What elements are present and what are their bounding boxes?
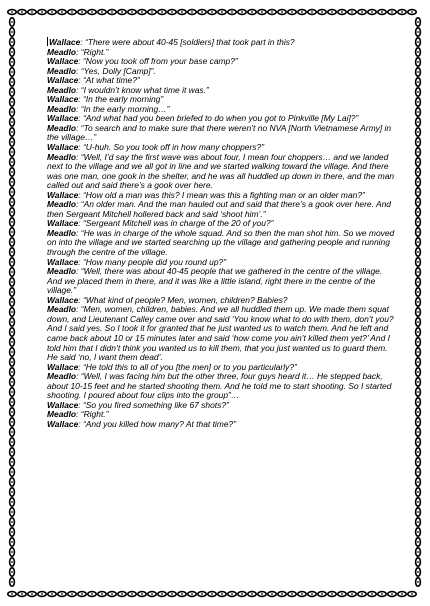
chain-bead: [161, 11, 163, 13]
chain-bead: [417, 171, 419, 173]
speaker-name: Meadlo: [47, 409, 77, 420]
chain-bead: [361, 11, 363, 13]
chain-bead: [417, 71, 419, 73]
spoken-text: “Well, there was about 40-45 people that we gathered in the centre of the village. And we placed them in there, and it was like a little island, right there in the centre of the village.”: [47, 266, 383, 296]
spoken-text: “In the early morning”: [82, 94, 164, 105]
chain-bead: [11, 251, 13, 253]
transcript: [47, 37, 399, 429]
spoken-text: “Men, women, children, babies. And we all huddled them up. We made them squat down, and Lieutenant Calley came over and said ‘You know what to do with them, don’t you? And I said yes. So I took it for granted that he just wanted us to watch them. And he left and came back about 10 or 15 minutes later and said ‘how come you ain’t killed them yet?’ And I told him that I didn’t think you wanted us to kill them, that you just wanted us to guard them. He said ‘no, I want them dead’.: [47, 304, 394, 363]
chain-bead: [417, 331, 419, 333]
chain-bead: [81, 593, 83, 595]
spoken-text: “Sergeant Mitchell was in charge of the 20 of you?”: [82, 218, 274, 229]
chain-bead: [241, 11, 243, 13]
chain-bead: [311, 593, 313, 595]
chain-bead: [417, 321, 419, 323]
chain-bead: [11, 221, 13, 223]
chain-bead: [61, 593, 63, 595]
chain-bead: [401, 593, 403, 595]
chain-bead: [11, 381, 13, 383]
chain-bead: [11, 571, 13, 573]
chain-bead: [11, 341, 13, 343]
chain-bead: [281, 11, 283, 13]
chain-bead: [417, 471, 419, 473]
chain-bead: [221, 593, 223, 595]
chain-bead: [417, 391, 419, 393]
chain-bead: [417, 431, 419, 433]
chain-bead: [341, 11, 343, 13]
chain-bead: [191, 593, 193, 595]
transcript-line: Wallace: “And you killed how many? At that time?”: [47, 418, 237, 429]
chain-bead: [121, 11, 123, 13]
chain-bead: [11, 311, 13, 313]
chain-bead: [11, 371, 13, 373]
speaker-name: Wallace: [47, 94, 79, 105]
chain-bead: [171, 11, 173, 13]
speaker-name: Wallace: [47, 56, 79, 67]
chain-bead: [11, 451, 13, 453]
chain-bead: [271, 593, 273, 595]
chain-bead: [11, 191, 13, 193]
transcript-line: Wallace: “There were about 40-45 [soldiers] that took part in this?: [49, 37, 295, 47]
chain-bead: [281, 593, 283, 595]
chain-bead: [11, 281, 13, 283]
chain-bead: [11, 511, 13, 513]
chain-bead: [11, 261, 13, 263]
speaker-name: Meadlo: [47, 151, 77, 162]
chain-bead: [417, 361, 419, 363]
text-cursor: [47, 37, 48, 46]
chain-bead: [311, 11, 313, 13]
speaker-name: Wallace: [47, 361, 79, 372]
chain-bead: [231, 593, 233, 595]
chain-bead: [11, 501, 13, 503]
chain-bead: [11, 161, 13, 163]
chain-bead: [11, 331, 13, 333]
chain-bead: [41, 11, 43, 13]
chain-bead: [71, 11, 73, 13]
chain-bead: [417, 371, 419, 373]
chain-bead: [331, 11, 333, 13]
chain-bead: [21, 11, 23, 13]
chain-bead: [417, 521, 419, 523]
chain-bead: [411, 593, 413, 595]
chain-bead: [181, 11, 183, 13]
chain-bead: [171, 593, 173, 595]
spoken-text: “What kind of people? Men, women, children? Babies?: [82, 294, 288, 305]
chain-bead: [291, 593, 293, 595]
chain-bead: [417, 501, 419, 503]
chain-bead: [251, 593, 253, 595]
chain-bead: [291, 11, 293, 13]
chain-bead: [417, 221, 419, 223]
chain-bead: [201, 593, 203, 595]
chain-bead: [417, 201, 419, 203]
chain-bead: [401, 11, 403, 13]
chain-bead: [11, 551, 13, 553]
chain-bead: [211, 11, 213, 13]
chain-bead: [417, 491, 419, 493]
chain-bead: [91, 11, 93, 13]
chain-bead: [81, 11, 83, 13]
speaker-name: Wallace: [47, 75, 79, 86]
spoken-text: “Now you took off from your base camp?”: [82, 56, 238, 67]
chain-bead: [11, 41, 13, 43]
speaker-name: Wallace: [47, 256, 79, 267]
transcript-line: Wallace: “How many people did you round up?”: [47, 256, 227, 267]
speaker-name: Wallace: [47, 294, 79, 305]
chain-bead: [381, 11, 383, 13]
spoken-text: “Well, I’d say the first wave was about four, I mean four choppers… and we landed next to the village and we all got in line and we started walking toward the village. And there was one man, one gook in the shelter, and he was all huddled up down in there, and the man called out and said there’s a gook over here.: [47, 151, 395, 191]
chain-bead: [11, 121, 13, 123]
transcript-line: Wallace: “And what had you been briefed to do when you got to Pinkville [My Lai]?”: [47, 113, 359, 124]
chain-bead: [371, 11, 373, 13]
chain-bead: [417, 341, 419, 343]
speaker-name: Meadlo: [47, 84, 77, 95]
spoken-text: “There were about 40-45 [soldiers] that took part in this?: [84, 37, 295, 47]
chain-bead: [11, 51, 13, 53]
chain-bead: [417, 241, 419, 243]
chain-bead: [11, 291, 13, 293]
chain-bead: [241, 593, 243, 595]
chain-bead: [417, 131, 419, 133]
chain-bead: [11, 593, 13, 595]
chain-bead: [131, 11, 133, 13]
chain-bead: [417, 481, 419, 483]
transcript-line: Wallace: “Sergeant Mitchell was in charge of the 20 of you?”: [47, 218, 274, 229]
chain-bead: [211, 593, 213, 595]
chain-bead: [11, 171, 13, 173]
spoken-text: “At what time?”: [82, 75, 140, 86]
spoken-text: “U-huh. So you took off in how many choppers?”: [82, 142, 265, 153]
chain-bead: [417, 231, 419, 233]
transcript-line: Meadlo: “Well, I’d say the first wave was about four, I mean four choppers… and we landed next to the village and we all got in line and we started walking toward the village. And there was one man, one gook in the shelter, and he was all huddled up down in there, and the man called out and said there’s a gook over here.: [47, 151, 395, 191]
spoken-text: “An older man. And the man hauled out and said that there’s a gook over here. And then Sergeant Mitchell hollered back and said ‘shoot him’.”: [47, 199, 391, 219]
chain-bead: [417, 531, 419, 533]
chain-bead: [11, 421, 13, 423]
chain-bead: [11, 81, 13, 83]
speaker-name: Meadlo: [47, 304, 77, 315]
chain-bead: [417, 181, 419, 183]
chain-bead: [221, 11, 223, 13]
chain-bead: [271, 11, 273, 13]
transcript-line: Meadlo: “Well, I was facing him but the other three, four guys heard it… He stepped back, about 10-15 feet and he started shooting them. And he told me to start shooting. So I started shooting. I poured about four clips into the group”…: [47, 371, 392, 401]
transcript-line: Wallace: “How old a man was this? I mean was this a fighting man or an older man?”: [47, 189, 365, 200]
chain-bead: [391, 593, 393, 595]
chain-bead: [11, 21, 13, 23]
speaker-name: Meadlo: [47, 65, 77, 76]
chain-bead: [321, 11, 323, 13]
chain-bead: [11, 471, 13, 473]
chain-bead: [11, 201, 13, 203]
chain-bead: [11, 101, 13, 103]
chain-bead: [417, 61, 419, 63]
chain-bead: [181, 593, 183, 595]
chain-bead: [417, 411, 419, 413]
spoken-text: “Well, I was facing him but the other three, four guys heard it… He stepped back, about 10-15 feet and he started shooting them. And he told me to start shooting. So I started shooting. I poured about four clips into the group”…: [47, 371, 392, 401]
chain-bead: [11, 231, 13, 233]
chain-bead: [11, 461, 13, 463]
speaker-name: Meadlo: [47, 266, 77, 277]
chain-bead: [161, 593, 163, 595]
chain-bead: [11, 11, 13, 13]
transcript-line: Wallace: “At what time?”: [47, 75, 140, 86]
spoken-text: “He was in charge of the whole squad. And so then the man shot him. So we moved on into the village and we started searching up the village and gathering people and running through the centre of the village.: [47, 227, 395, 258]
chain-bead: [141, 593, 143, 595]
chain-bead: [11, 491, 13, 493]
spoken-text: “In the early morning…”: [80, 103, 170, 114]
chain-bead: [11, 351, 13, 353]
transcript-line: Meadlo: “An older man. And the man hauled out and said that there’s a gook over here. And then Sergeant Mitchell hollered back and said ‘shoot him’.”: [47, 199, 391, 219]
chain-bead: [417, 311, 419, 313]
spoken-text: “And you killed how many? At that time?”: [82, 418, 237, 429]
speaker-name: Wallace: [47, 142, 79, 153]
chain-bead: [11, 481, 13, 483]
chain-bead: [131, 593, 133, 595]
chain-bead: [11, 141, 13, 143]
chain-bead: [111, 593, 113, 595]
chain-bead: [417, 211, 419, 213]
transcript-line: Meadlo: “He was in charge of the whole squad. And so then the man shot him. So we moved on into the village and we started searching up the village and gathering people and running through the centre of the village.: [47, 227, 395, 258]
chain-bead: [251, 11, 253, 13]
chain-bead: [417, 381, 419, 383]
transcript-line: Wallace: “He told this to all of you [the men] or to you particularly?”: [47, 361, 297, 372]
spoken-text: “He told this to all of you [the men] or to you particularly?”: [82, 361, 297, 372]
chain-bead: [417, 441, 419, 443]
speaker-name: Wallace: [47, 113, 79, 124]
speaker-name: Wallace: [49, 37, 81, 47]
chain-bead: [71, 593, 73, 595]
speaker-name: Meadlo: [47, 103, 77, 114]
chain-bead: [11, 581, 13, 583]
chain-bead: [417, 561, 419, 563]
chain-bead: [351, 11, 353, 13]
chain-bead: [417, 81, 419, 83]
chain-bead: [21, 593, 23, 595]
chain-bead: [417, 31, 419, 33]
chain-bead: [351, 593, 353, 595]
chain-bead: [417, 451, 419, 453]
chain-bead: [11, 431, 13, 433]
speaker-name: Meadlo: [47, 371, 77, 382]
chain-bead: [51, 593, 53, 595]
chain-bead: [417, 421, 419, 423]
chain-bead: [417, 291, 419, 293]
chain-bead: [151, 11, 153, 13]
chain-bead: [417, 191, 419, 193]
speaker-name: Meadlo: [47, 122, 77, 133]
chain-bead: [151, 593, 153, 595]
spoken-text: “To search and to make sure that there weren’t no NVA [North Vietnamese Army] in the village…”: [47, 122, 392, 143]
chain-bead: [11, 531, 13, 533]
chain-bead: [11, 401, 13, 403]
chain-bead: [11, 441, 13, 443]
chain-bead: [11, 111, 13, 113]
transcript-line: Meadlo: “Yes, Dolly [Camp]”.: [47, 65, 156, 76]
transcript-line: Meadlo: “Well, there was about 40-45 people that we gathered in the centre of the village. And we placed them in there, and it was like a little island, right there in the centre of the village.”: [47, 266, 383, 296]
chain-bead: [191, 11, 193, 13]
speaker-name: Wallace: [47, 399, 79, 410]
transcript-line: Wallace: “U-huh. So you took off in how many choppers?”: [47, 142, 265, 153]
chain-bead: [391, 11, 393, 13]
chain-bead: [31, 593, 33, 595]
chain-bead: [371, 593, 373, 595]
speaker-name: Wallace: [47, 218, 79, 229]
transcript-line: Meadlo: “In the early morning…”: [47, 103, 170, 114]
transcript-line: Meadlo: “To search and to make sure that there weren’t no NVA [North Vietnamese Army] in the village…”: [47, 122, 392, 143]
transcript-line: Meadlo: “I wouldn’t know what time it was.”: [47, 84, 209, 95]
chain-bead: [417, 141, 419, 143]
chain-bead: [417, 511, 419, 513]
chain-bead: [381, 593, 383, 595]
chain-bead: [417, 21, 419, 23]
speaker-name: Meadlo: [47, 46, 77, 57]
chain-bead: [11, 561, 13, 563]
chain-bead: [11, 301, 13, 303]
chain-bead: [361, 593, 363, 595]
chain-bead: [417, 41, 419, 43]
chain-bead: [417, 51, 419, 53]
chain-bead: [417, 551, 419, 553]
chain-bead: [141, 11, 143, 13]
chain-bead: [417, 271, 419, 273]
chain-bead: [417, 161, 419, 163]
spoken-text: “How old a man was this? I mean was this a fighting man or an older man?”: [82, 189, 365, 200]
spoken-text: “I wouldn’t know what time it was.”: [80, 84, 209, 95]
chain-bead: [301, 593, 303, 595]
chain-bead: [411, 11, 413, 13]
chain-bead: [201, 11, 203, 13]
chain-bead: [417, 101, 419, 103]
transcript-line: Wallace: “Now you took off from your base camp?”: [47, 56, 238, 67]
chain-bead: [51, 11, 53, 13]
spoken-text: “So you fired something like 67 shots?”: [82, 399, 229, 410]
chain-bead: [417, 91, 419, 93]
transcript-line: Meadlo: “Right.”: [47, 409, 109, 420]
chain-bead: [31, 11, 33, 13]
transcript-line: Meadlo: “Men, women, children, babies. And we all huddled them up. We made them squat down, and Lieutenant Calley came over and said ‘You know what to do with them, don’t you? And I said yes. So I took it for granted that he just wanted us to watch them. And he left and came back about 10 or 15 minutes later and said ‘how come you ain’t killed them yet?’ And I told him that I didn’t think you wanted us to kill them, that you just wanted us to guard them. He said ‘no, I want them dead’.: [47, 304, 394, 363]
spoken-text: “Right.”: [80, 46, 109, 57]
chain-bead: [417, 351, 419, 353]
chain-bead: [11, 271, 13, 273]
chain-bead: [11, 151, 13, 153]
spoken-text: “Yes, Dolly [Camp]”.: [80, 65, 156, 76]
chain-bead: [61, 11, 63, 13]
transcript-line: Wallace: “So you fired something like 67 shots?”: [47, 399, 229, 410]
speaker-name: Wallace: [47, 418, 79, 429]
chain-bead: [11, 211, 13, 213]
chain-bead: [331, 593, 333, 595]
chain-bead: [101, 11, 103, 13]
chain-bead: [417, 301, 419, 303]
chain-bead: [301, 11, 303, 13]
chain-bead: [341, 593, 343, 595]
chain-bead: [321, 593, 323, 595]
speaker-name: Meadlo: [47, 199, 77, 210]
transcript-line: Wallace: “What kind of people? Men, women, children? Babies?: [47, 294, 288, 305]
chain-bead: [417, 251, 419, 253]
chain-bead: [11, 411, 13, 413]
transcript-line: Meadlo: “Right.”: [47, 46, 109, 57]
chain-bead: [11, 241, 13, 243]
chain-bead: [417, 121, 419, 123]
chain-bead: [417, 111, 419, 113]
chain-bead: [11, 91, 13, 93]
speaker-name: Meadlo: [47, 227, 77, 238]
chain-bead: [11, 31, 13, 33]
chain-bead: [111, 11, 113, 13]
speaker-name: Wallace: [47, 189, 79, 200]
chain-bead: [11, 321, 13, 323]
chain-bead: [417, 401, 419, 403]
chain-bead: [11, 541, 13, 543]
chain-bead: [91, 593, 93, 595]
chain-bead: [417, 581, 419, 583]
chain-bead: [261, 593, 263, 595]
chain-bead: [11, 521, 13, 523]
chain-bead: [417, 261, 419, 263]
spoken-text: “Right.”: [80, 409, 109, 420]
spoken-text: “How many people did you round up?”: [82, 256, 227, 267]
chain-bead: [231, 11, 233, 13]
chain-bead: [417, 571, 419, 573]
chain-bead: [417, 151, 419, 153]
spoken-text: “And what had you been briefed to do when you got to Pinkville [My Lai]?”: [82, 113, 359, 124]
chain-bead: [11, 61, 13, 63]
chain-bead: [11, 181, 13, 183]
chain-bead: [121, 593, 123, 595]
chain-bead: [11, 71, 13, 73]
chain-bead: [417, 461, 419, 463]
chain-bead: [11, 391, 13, 393]
chain-bead: [11, 361, 13, 363]
chain-bead: [417, 541, 419, 543]
chain-bead: [417, 281, 419, 283]
chain-bead: [41, 593, 43, 595]
transcript-line: Wallace: “In the early morning”: [47, 94, 164, 105]
chain-bead: [261, 11, 263, 13]
chain-bead: [101, 593, 103, 595]
chain-bead: [11, 131, 13, 133]
